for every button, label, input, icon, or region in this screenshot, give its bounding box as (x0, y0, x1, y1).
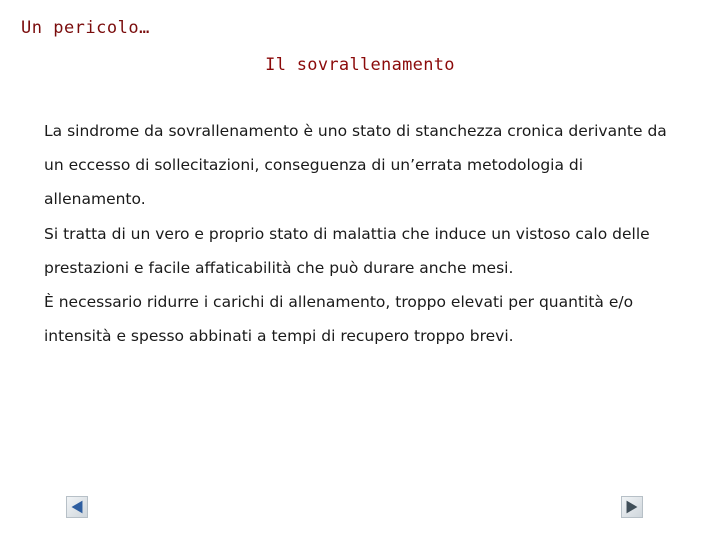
paragraph-3: È necessario ridurre i carichi di allenamento, troppo elevati per quantità e/o intensità e spesso abbinati a tempi di recupero troppo brevi. (44, 293, 634, 346)
section-title: Il sovrallenamento (265, 55, 455, 75)
key-term: sindrome da sovrallenamento (67, 122, 299, 140)
paragraph-2: Si tratta di un vero e proprio stato di malattia che induce un vistoso calo delle prestazioni e facile affaticabilità che può durare anche mesi. (44, 224, 650, 277)
triangle-right-icon (622, 497, 642, 517)
header-title: Un pericolo… (21, 18, 150, 38)
previous-slide-button[interactable] (66, 496, 88, 518)
triangle-left-icon (67, 497, 87, 517)
paragraph-1-rest: è uno stato di stanchezza cronica derivante da un eccesso di sollecitazioni, conseguenza di un’errata metodologia di allenamento. (44, 122, 667, 209)
paragraph-1-lead: La (44, 122, 68, 140)
body-text (44, 114, 684, 353)
next-slide-button[interactable] (621, 496, 643, 518)
paragraph-1 (44, 114, 684, 217)
